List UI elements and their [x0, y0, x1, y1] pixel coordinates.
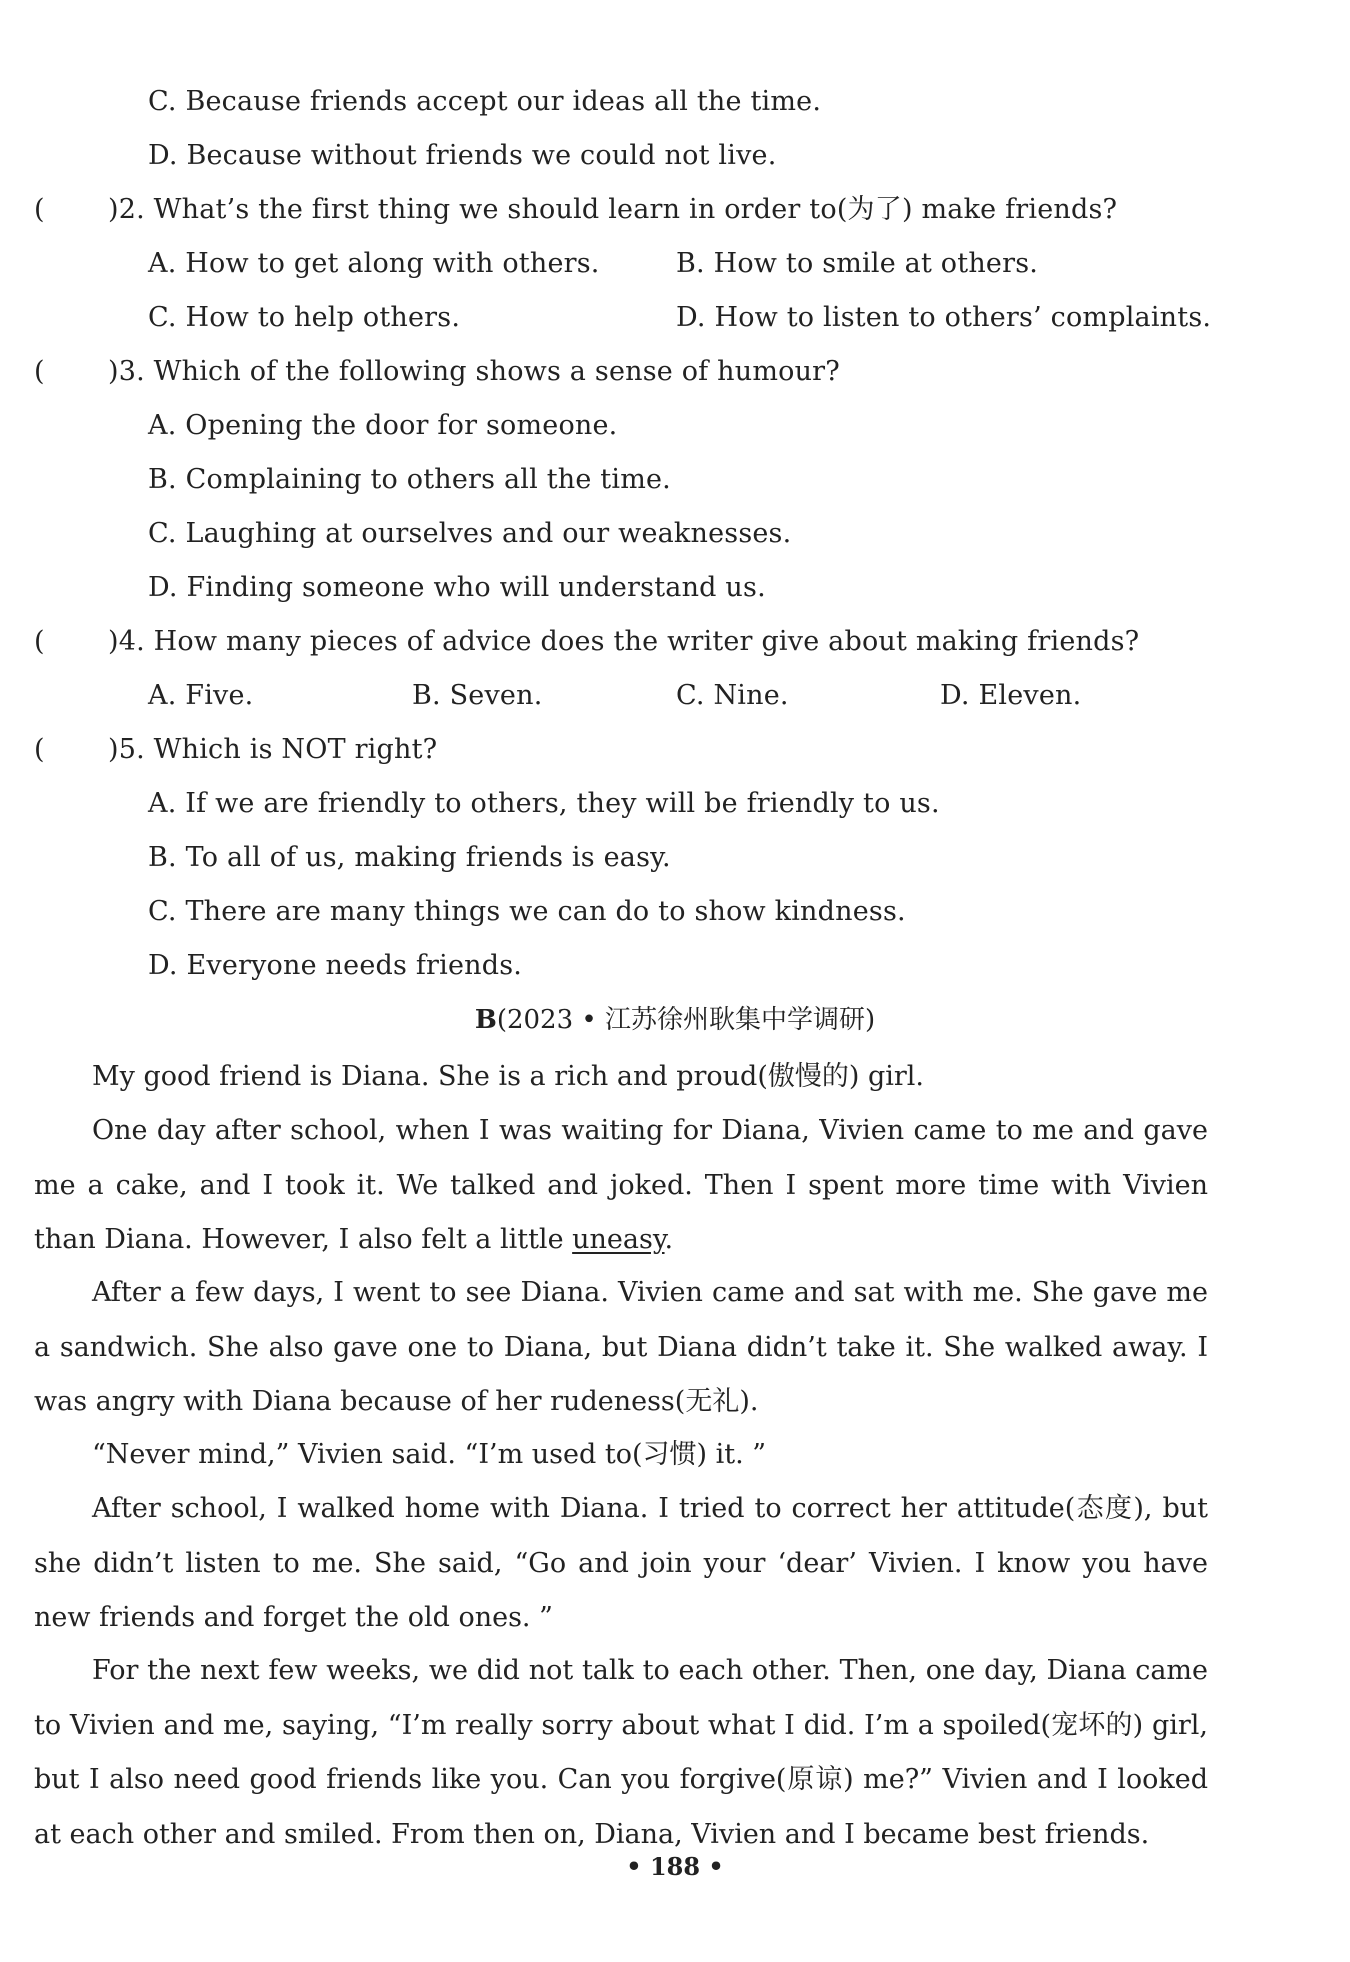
- section-source: (2023 • 江苏徐州耿集中学调研): [496, 1005, 876, 1035]
- underlined-word: uneasy: [572, 1224, 665, 1255]
- q3-option-a: A. Opening the door for someone.: [148, 410, 618, 441]
- passage-paragraph-2: [34, 1104, 1208, 1268]
- q5-answer-paren: (: [34, 734, 45, 765]
- q4-option-c: C. Nine.: [676, 680, 789, 711]
- q2-stem: )2. What’s the first thing we should learn in order to(为了) make friends?: [108, 194, 1118, 225]
- q2-option-d: D. How to listen to others’ complaints.: [676, 302, 1212, 333]
- q5-option-c: C. There are many things we can do to show kindness.: [148, 896, 906, 927]
- section-b-heading: [0, 1003, 1350, 1037]
- passage-paragraph-4: “Never mind,” Vivien said. “I’m used to(习惯) it. ”: [92, 1439, 767, 1470]
- q2-option-b: B. How to smile at others.: [676, 248, 1039, 279]
- passage-paragraph-3: After a few days, I went to see Diana. Vivien came and sat with me. She gave me a sandwich. She also gave one to Diana, but Diana didn’t take it. She walked away. I was angry with Diana because of her rudeness(无礼).: [34, 1277, 1208, 1417]
- section-letter: B: [474, 1005, 497, 1035]
- q2-answer-paren: (: [34, 194, 45, 225]
- q4-option-b: B. Seven.: [412, 680, 543, 711]
- passage-paragraph-1: My good friend is Diana. She is a rich and proud(傲慢的) girl.: [92, 1061, 925, 1092]
- q2-option-c: C. How to help others.: [148, 302, 461, 333]
- q3-option-d: D. Finding someone who will understand us.: [148, 572, 766, 603]
- q1-option-d: D. Because without friends we could not live.: [148, 140, 777, 171]
- q3-answer-paren: (: [34, 356, 45, 387]
- q5-stem: )5. Which is NOT right?: [108, 734, 438, 765]
- q3-stem: )3. Which of the following shows a sense of humour?: [108, 356, 840, 387]
- q4-option-a: A. Five.: [148, 680, 254, 711]
- q4-stem: )4. How many pieces of advice does the writer give about making friends?: [108, 626, 1140, 657]
- paragraph-2-text: One day after school, when I was waiting for Diana, Vivien came to me and gave me a cake, and I took it. We talked and joked. Then I spent more time with Vivien than Diana. However, I also felt a little: [34, 1115, 1208, 1255]
- q1-option-c: C. Because friends accept our ideas all the time.: [148, 86, 822, 117]
- q3-option-c: C. Laughing at ourselves and our weaknesses.: [148, 518, 792, 549]
- q4-option-d: D. Eleven.: [940, 680, 1082, 711]
- q3-option-b: B. Complaining to others all the time.: [148, 464, 671, 495]
- q5-option-a: A. If we are friendly to others, they will be friendly to us.: [148, 788, 940, 819]
- q5-option-d: D. Everyone needs friends.: [148, 950, 523, 981]
- passage-paragraph-6: For the next few weeks, we did not talk to each other. Then, one day, Diana came to Vivien and me, saying, “I’m really sorry about what I did. I’m a spoiled(宠坏的) girl, but I also need good friends like you. Can you forgive(原谅) me?” Vivien and I looked at each other and smiled. From then on, Diana, Vivien and I became best friends.: [34, 1655, 1208, 1850]
- q2-option-a: A. How to get along with others.: [148, 248, 600, 279]
- q5-option-b: B. To all of us, making friends is easy.: [148, 842, 671, 873]
- q4-answer-paren: (: [34, 626, 45, 657]
- passage-paragraph-5: After school, I walked home with Diana. I tried to correct her attitude(态度), but she didn’t listen to me. She said, “Go and join your ‘dear’ Vivien. I know you have new friends and forget the old ones. ”: [34, 1493, 1208, 1633]
- paragraph-2-end: .: [664, 1224, 674, 1255]
- page-number: • 188 •: [626, 1852, 724, 1881]
